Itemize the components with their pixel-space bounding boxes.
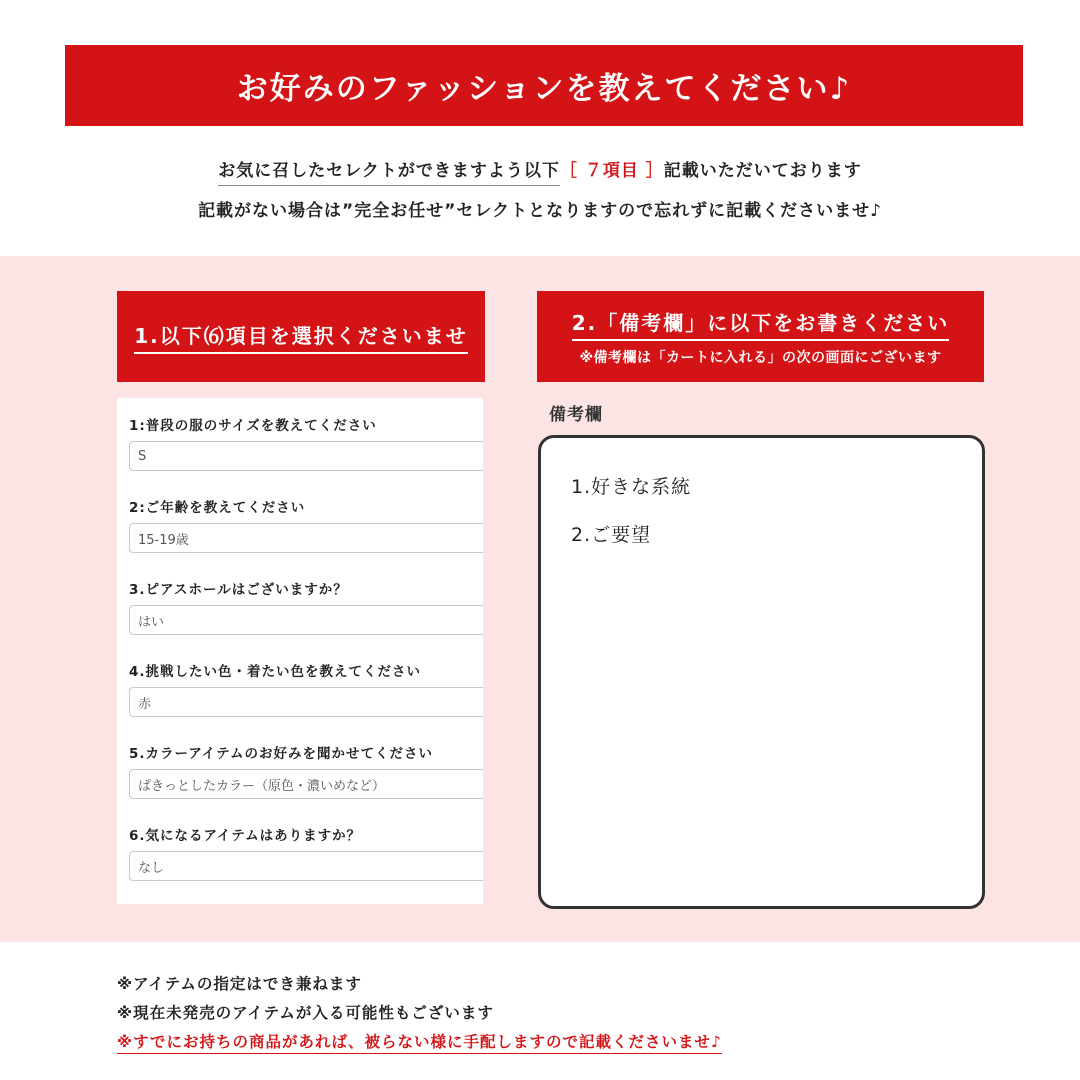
memo-textarea[interactable] bbox=[538, 435, 985, 909]
note-item: ※アイテムの指定はでき兼ねます bbox=[117, 975, 362, 993]
memo-instructions-title: 2.「備考欄」に以下をお書きください bbox=[572, 307, 950, 341]
select-items-header bbox=[117, 291, 485, 382]
question-label: 5.カラーアイテムのお好みを聞かせてください bbox=[129, 746, 433, 762]
piercing-field[interactable]: はい bbox=[129, 605, 483, 635]
memo-instructions-header bbox=[537, 291, 984, 382]
select-items-title: 1.以下⑹項目を選択くださいませ bbox=[134, 320, 468, 354]
intro-text-c: 記載いただいております bbox=[663, 161, 862, 181]
intro-line-2: 記載がない場合は”完全お任せ”セレクトとなりますので忘れずに記載くださいませ♪ bbox=[198, 201, 882, 221]
memo-label: 備考欄 bbox=[549, 405, 603, 425]
memo-line: 1.好きな系統 bbox=[571, 476, 692, 498]
intro-item-count: ［ ７項目 ］ bbox=[559, 161, 664, 181]
age-field[interactable]: 15-19歳 bbox=[129, 523, 483, 553]
memo-instructions-subtitle: ※備考欄は「カートに入れる」の次の画面にございます bbox=[579, 349, 942, 366]
intro-line-1 bbox=[0, 156, 1080, 181]
page-banner bbox=[65, 45, 1023, 126]
note-highlight-text: ※すでにお持ちの商品があれば、被らない様に手配しますので記載くださいませ♪ bbox=[117, 1033, 722, 1054]
color-preference-field[interactable]: ぱきっとしたカラー（原色・濃いめなど） bbox=[129, 769, 483, 799]
question-label: 3.ピアスホールはございますか？ bbox=[129, 582, 348, 598]
color-field[interactable]: 赤 bbox=[129, 687, 483, 717]
note-item-highlight bbox=[117, 1030, 722, 1052]
items-of-interest-field[interactable]: なし bbox=[129, 851, 483, 881]
size-field[interactable]: S bbox=[129, 441, 483, 471]
question-label: 2:ご年齢を教えてください bbox=[129, 500, 306, 516]
intro-text-a: お気に召したセレクトができますよう以下 bbox=[218, 161, 560, 186]
question-label: 4.挑戦したい色・着たい色を教えてください bbox=[129, 664, 422, 680]
options-form bbox=[117, 398, 483, 904]
banner-title: お好みのファッションを教えてください♪ bbox=[236, 71, 852, 107]
note-item: ※現在未発売のアイテムが入る可能性もございます bbox=[117, 1004, 494, 1022]
memo-line: 2.ご要望 bbox=[571, 524, 652, 546]
question-label: 6.気になるアイテムはありますか？ bbox=[129, 828, 362, 844]
question-label: 1:普段の服のサイズを教えてください bbox=[129, 418, 377, 434]
